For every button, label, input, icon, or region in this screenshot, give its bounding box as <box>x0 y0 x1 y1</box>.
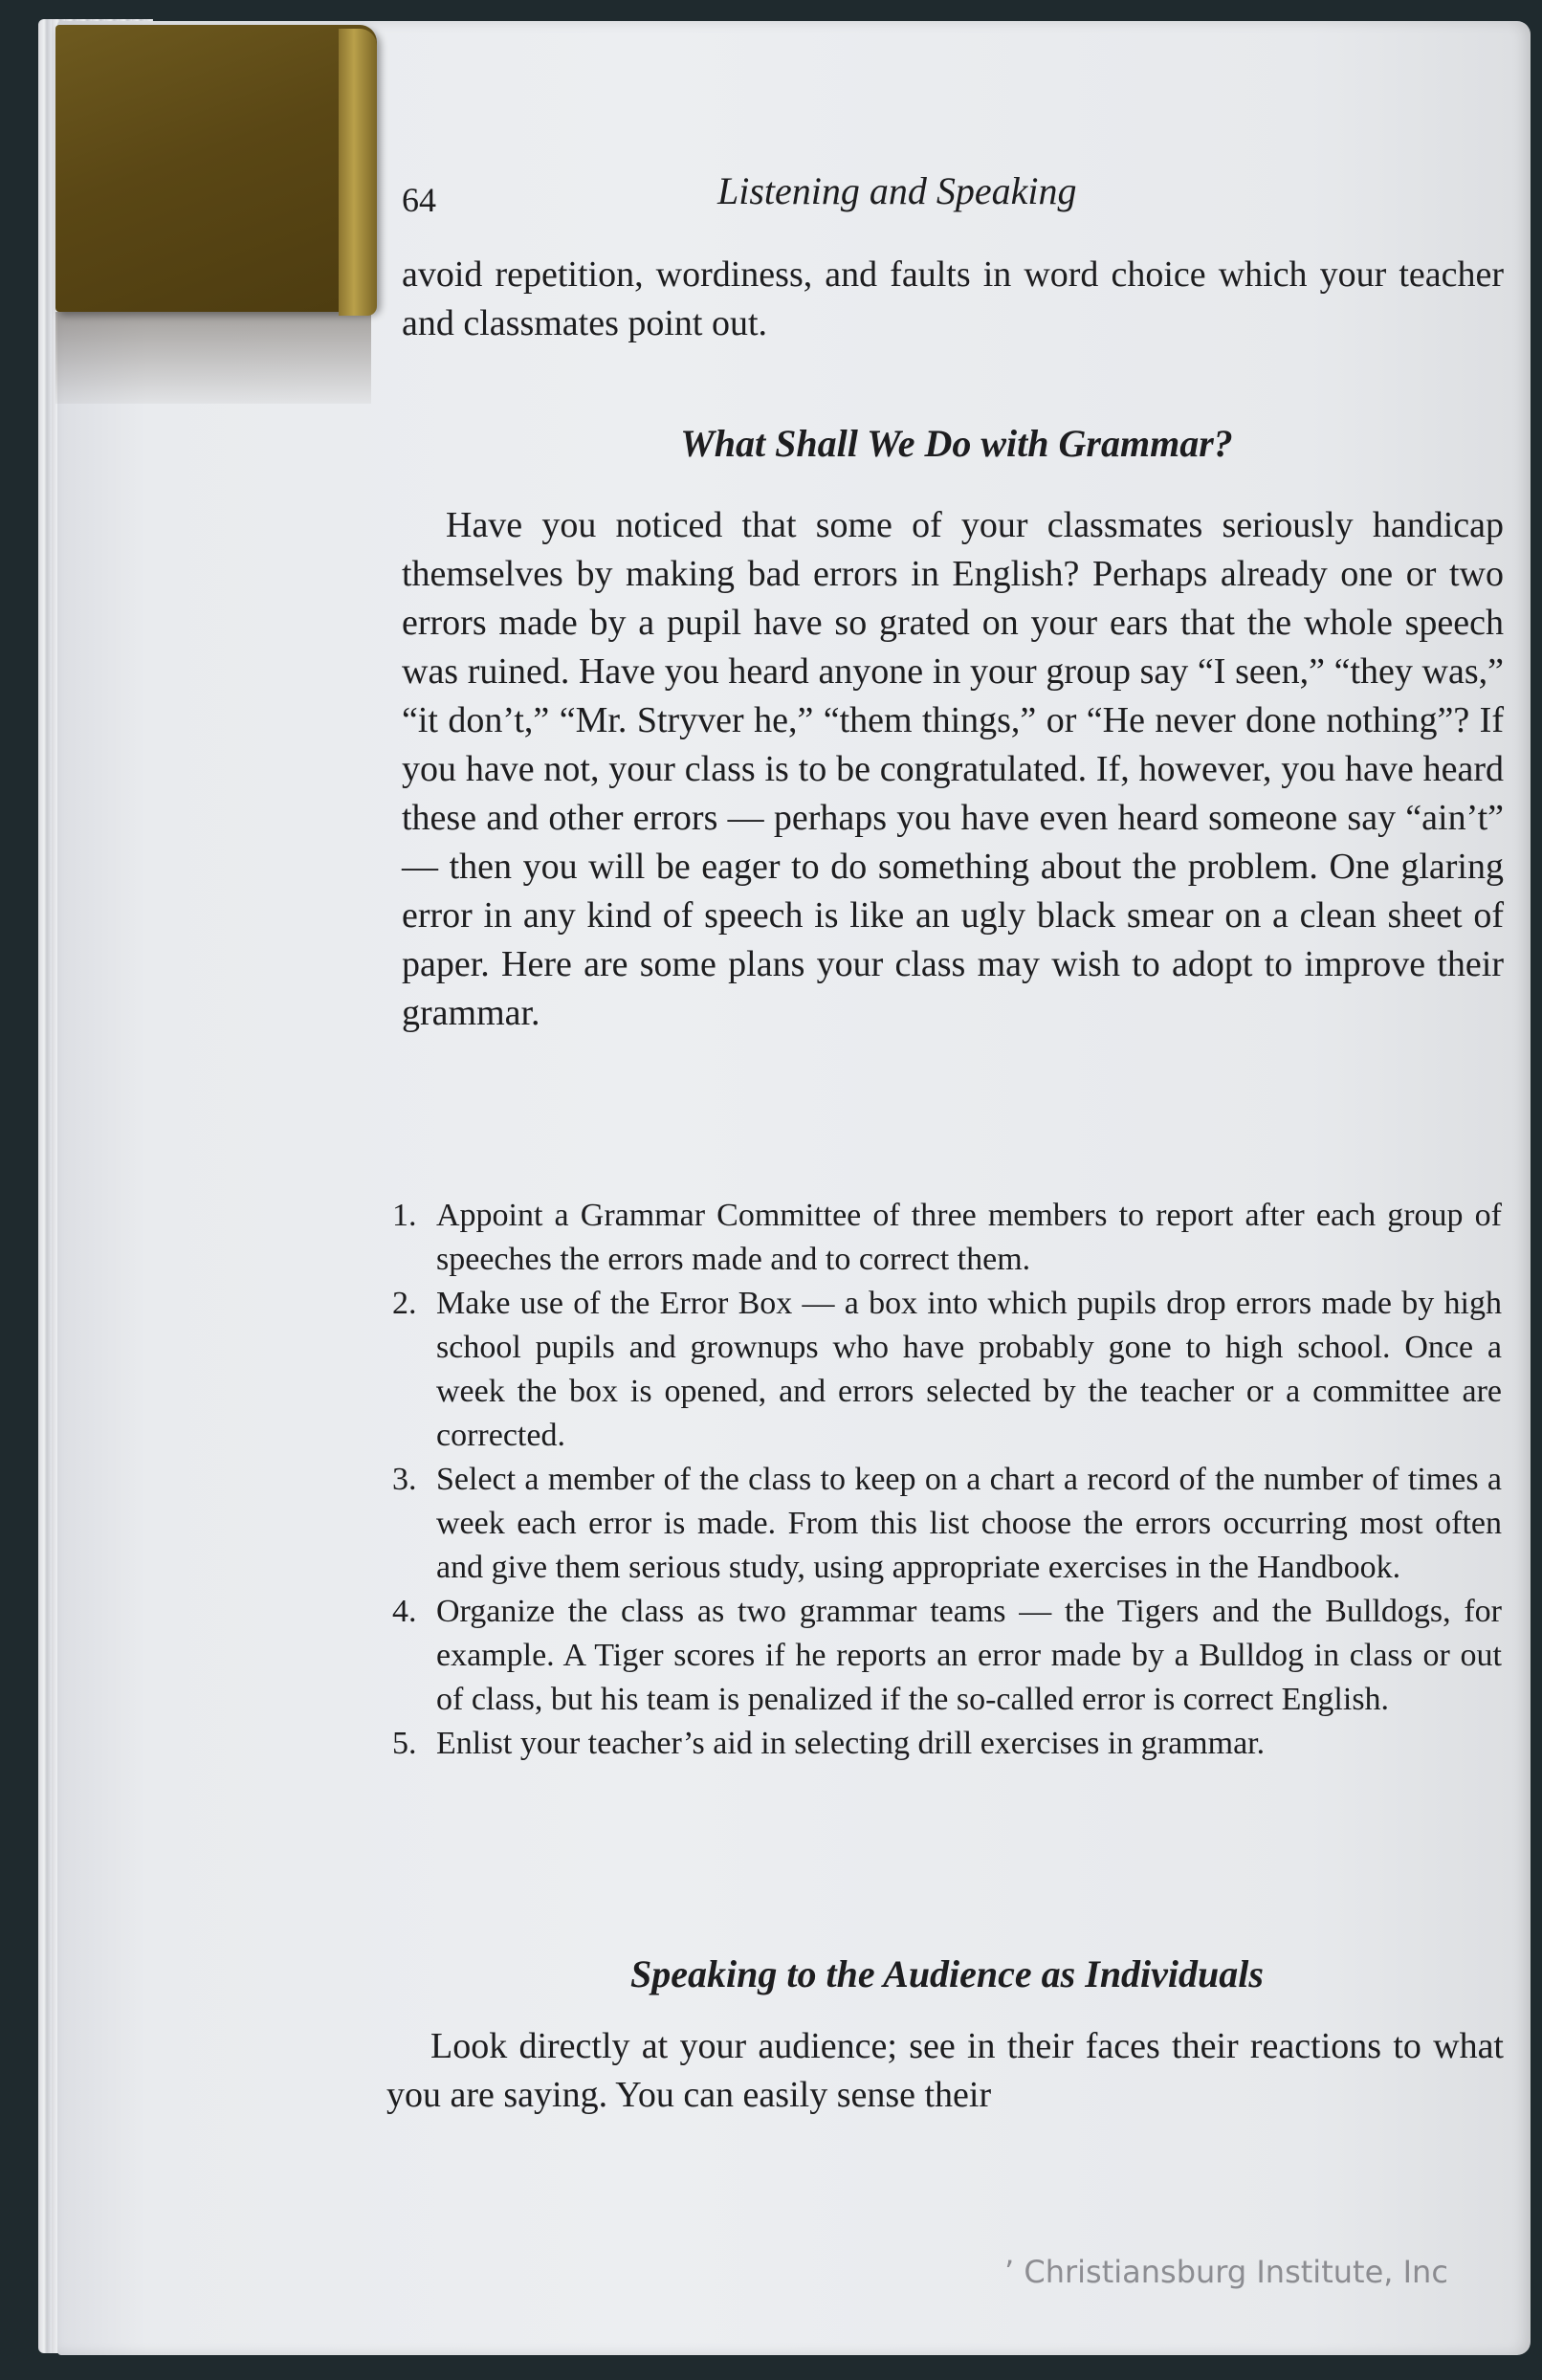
grammar-plans-list <box>392 1194 1502 1766</box>
list-item <box>392 1458 1502 1590</box>
grammar-paragraph: Have you noticed that some of your classmates seriously handicap themselves by making bad errors in English? Perhaps already one or two errors made by a pupil have so grated on your ears that the whole speech was ruined. Have you heard anyone in your group say “I seen,” “they was,” “it don’t,” “Mr. Stryver he,” “them things,” or “He never done nothing”? If you have not, your class is to be congratulated. If, however, you have heard these and other errors — perhaps you have even heard someone say “ain’t” — then you will be eager to do something about the problem. One glaring error in any kind of speech is like an ugly black smear on a clean sheet of paper. Here are some plans your class may wish to adopt to improve their grammar. <box>402 505 1504 1033</box>
section-heading-audience: Speaking to the Audience as Individuals <box>630 1952 1264 1995</box>
list-item-number: 1. <box>392 1198 417 1233</box>
list-item-number: 4. <box>392 1594 417 1629</box>
list-item-text: Organize the class as two grammar teams — the Tigers and the Bulldogs, for example. A Tiger scores if he reports an error made by a Bulldog in class or out of class, but his team is penalized if the so-called error is correct English. <box>436 1594 1502 1717</box>
section-heading-grammar: What Shall We Do with Grammar? <box>680 422 1233 465</box>
list-item-text: Select a member of the class to keep on a chart a record of the number of times a week each error is made. From this list choose the errors occurring most often and give them serious study, using appropriate exercises in the Handbook. <box>436 1462 1502 1585</box>
intro-paragraph: avoid repetition, wordiness, and faults in word choice which your teacher and classmates point out. <box>402 254 1504 343</box>
list-item <box>392 1722 1502 1766</box>
page-number: 64 <box>402 181 436 219</box>
running-head-title: Listening and Speaking <box>717 169 1077 212</box>
list-item-number: 5. <box>392 1726 417 1761</box>
list-item <box>392 1194 1502 1282</box>
list-item-text: Enlist your teacher’s aid in selecting drill exercises in grammar. <box>436 1726 1266 1761</box>
list-item <box>392 1282 1502 1458</box>
list-item <box>392 1590 1502 1722</box>
list-item-text: Appoint a Grammar Committee of three members to report after each group of speeches the errors made and to correct them. <box>436 1198 1502 1277</box>
index-tab-fold <box>339 29 377 316</box>
index-tab <box>55 25 377 312</box>
audience-paragraph: Look directly at your audience; see in their faces their reactions to what you are saying. You can easily sense their <box>386 2026 1504 2115</box>
list-item-number: 3. <box>392 1462 417 1497</box>
watermark: ’ Christiansburg Institute, Inc <box>1004 2254 1448 2290</box>
list-item-text: Make use of the Error Box — a box into which pupils drop errors made by high school pupils and grownups who have probably gone to high school. Once a week the box is opened, and errors selected by the teacher or a committee are corrected. <box>436 1286 1502 1453</box>
running-head <box>392 168 1502 226</box>
tab-shadow <box>55 312 371 404</box>
list-item-number: 2. <box>392 1286 417 1321</box>
